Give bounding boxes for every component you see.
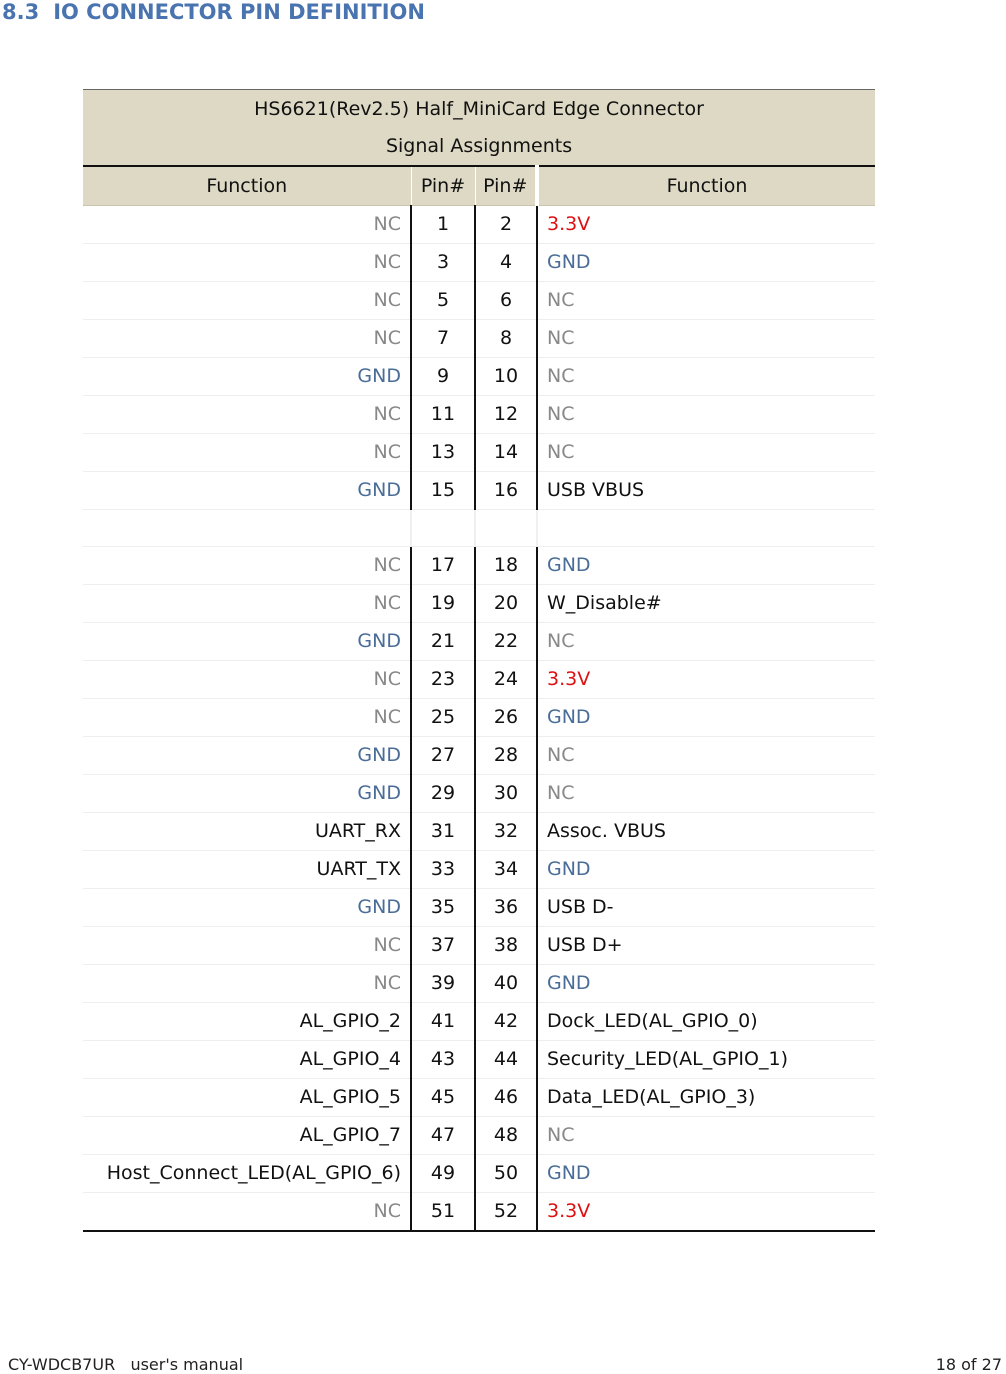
left-pin-cell: 41 bbox=[411, 1003, 475, 1041]
left-function-cell: GND bbox=[83, 623, 411, 661]
right-pin-cell: 8 bbox=[475, 320, 537, 358]
right-function-cell: W_Disable# bbox=[537, 585, 875, 623]
right-pin-cell: 6 bbox=[475, 282, 537, 320]
right-pin-cell: 34 bbox=[475, 851, 537, 889]
left-function-cell: NC bbox=[83, 206, 411, 244]
right-function-cell: NC bbox=[537, 775, 875, 813]
section-number: 8.3 bbox=[2, 0, 40, 24]
right-pin-cell: 50 bbox=[475, 1155, 537, 1193]
table-row bbox=[83, 699, 875, 737]
right-pin-cell: 14 bbox=[475, 434, 537, 472]
left-function-cell: Host_Connect_LED(AL_GPIO_6) bbox=[83, 1155, 411, 1193]
left-pin-cell: 1 bbox=[411, 206, 475, 244]
left-pin-cell: 3 bbox=[411, 244, 475, 282]
right-function-cell: NC bbox=[537, 434, 875, 472]
right-pin-cell: 26 bbox=[475, 699, 537, 737]
left-function-cell: NC bbox=[83, 282, 411, 320]
table-title bbox=[83, 90, 875, 167]
left-pin-cell: 49 bbox=[411, 1155, 475, 1193]
left-function-cell: NC bbox=[83, 396, 411, 434]
table-row bbox=[83, 585, 875, 623]
table-row bbox=[83, 206, 875, 244]
left-function-cell: GND bbox=[83, 737, 411, 775]
table-row bbox=[83, 775, 875, 813]
left-function-cell: NC bbox=[83, 927, 411, 965]
table-row bbox=[83, 1079, 875, 1117]
right-function-cell: NC bbox=[537, 396, 875, 434]
footer-document-name: CY-WDCB7UR user's manual bbox=[8, 1355, 244, 1374]
right-pin-cell: 52 bbox=[475, 1193, 537, 1232]
right-function-cell: Dock_LED(AL_GPIO_0) bbox=[537, 1003, 875, 1041]
left-pin-cell: 11 bbox=[411, 396, 475, 434]
right-function-cell: USB D+ bbox=[537, 927, 875, 965]
pin-rows bbox=[83, 206, 875, 1232]
right-function-cell: NC bbox=[537, 358, 875, 396]
left-function-cell: NC bbox=[83, 699, 411, 737]
column-header-function-right: Function bbox=[537, 166, 875, 206]
right-function-cell: GND bbox=[537, 244, 875, 282]
right-pin-cell: 48 bbox=[475, 1117, 537, 1155]
right-function-cell: Security_LED(AL_GPIO_1) bbox=[537, 1041, 875, 1079]
left-pin-cell: 13 bbox=[411, 434, 475, 472]
right-pin-cell: 28 bbox=[475, 737, 537, 775]
left-function-cell: GND bbox=[83, 472, 411, 510]
left-pin-cell: 43 bbox=[411, 1041, 475, 1079]
left-function-cell: UART_TX bbox=[83, 851, 411, 889]
left-function-cell bbox=[83, 510, 411, 547]
right-pin-cell: 16 bbox=[475, 472, 537, 510]
right-function-cell: GND bbox=[537, 965, 875, 1003]
right-pin-cell: 24 bbox=[475, 661, 537, 699]
table-row bbox=[83, 661, 875, 699]
left-function-cell: AL_GPIO_2 bbox=[83, 1003, 411, 1041]
right-pin-cell: 22 bbox=[475, 623, 537, 661]
right-function-cell bbox=[537, 510, 875, 547]
table-row bbox=[83, 889, 875, 927]
left-pin-cell: 9 bbox=[411, 358, 475, 396]
table-row bbox=[83, 320, 875, 358]
right-function-cell: USB VBUS bbox=[537, 472, 875, 510]
right-pin-cell: 12 bbox=[475, 396, 537, 434]
column-header-pin-left: Pin# bbox=[411, 166, 475, 206]
column-header-function-left: Function bbox=[83, 166, 411, 206]
left-pin-cell: 47 bbox=[411, 1117, 475, 1155]
left-pin-cell: 37 bbox=[411, 927, 475, 965]
table-row bbox=[83, 282, 875, 320]
left-pin-cell: 5 bbox=[411, 282, 475, 320]
table-row bbox=[83, 623, 875, 661]
table-row bbox=[83, 965, 875, 1003]
left-function-cell: GND bbox=[83, 775, 411, 813]
table-spacer-row bbox=[83, 510, 875, 547]
table-row bbox=[83, 358, 875, 396]
right-pin-cell: 2 bbox=[475, 206, 537, 244]
right-function-cell: GND bbox=[537, 699, 875, 737]
table-row bbox=[83, 472, 875, 510]
left-pin-cell: 31 bbox=[411, 813, 475, 851]
table-row bbox=[83, 396, 875, 434]
left-function-cell: UART_RX bbox=[83, 813, 411, 851]
right-function-cell: GND bbox=[537, 547, 875, 585]
left-pin-cell: 39 bbox=[411, 965, 475, 1003]
right-pin-cell: 44 bbox=[475, 1041, 537, 1079]
right-function-cell: Assoc. VBUS bbox=[537, 813, 875, 851]
left-function-cell: AL_GPIO_7 bbox=[83, 1117, 411, 1155]
pin-definition-table bbox=[83, 89, 875, 1232]
right-pin-cell: 32 bbox=[475, 813, 537, 851]
left-pin-cell: 15 bbox=[411, 472, 475, 510]
right-function-cell: GND bbox=[537, 851, 875, 889]
right-function-cell: NC bbox=[537, 737, 875, 775]
right-function-cell: 3.3V bbox=[537, 206, 875, 244]
right-pin-cell: 46 bbox=[475, 1079, 537, 1117]
section-heading bbox=[2, 0, 425, 24]
left-pin-cell: 45 bbox=[411, 1079, 475, 1117]
right-pin-cell bbox=[475, 510, 537, 547]
left-function-cell: NC bbox=[83, 434, 411, 472]
right-pin-cell: 36 bbox=[475, 889, 537, 927]
left-pin-cell: 51 bbox=[411, 1193, 475, 1232]
table-row bbox=[83, 547, 875, 585]
table-title-line-2: Signal Assignments bbox=[385, 134, 573, 157]
left-function-cell: NC bbox=[83, 965, 411, 1003]
table-row bbox=[83, 1193, 875, 1232]
left-pin-cell: 33 bbox=[411, 851, 475, 889]
left-function-cell: NC bbox=[83, 320, 411, 358]
table-row bbox=[83, 927, 875, 965]
section-title: IO CONNECTOR PIN DEFINITION bbox=[53, 0, 425, 24]
right-function-cell: GND bbox=[537, 1155, 875, 1193]
right-pin-cell: 10 bbox=[475, 358, 537, 396]
left-pin-cell: 7 bbox=[411, 320, 475, 358]
right-pin-cell: 40 bbox=[475, 965, 537, 1003]
left-pin-cell: 27 bbox=[411, 737, 475, 775]
table-title-line-1: HS6621(Rev2.5) Half_MiniCard Edge Connector bbox=[254, 97, 704, 120]
table-row bbox=[83, 1003, 875, 1041]
right-pin-cell: 42 bbox=[475, 1003, 537, 1041]
right-function-cell: 3.3V bbox=[537, 1193, 875, 1232]
left-function-cell: AL_GPIO_5 bbox=[83, 1079, 411, 1117]
right-pin-cell: 4 bbox=[475, 244, 537, 282]
table-row bbox=[83, 244, 875, 282]
table-row bbox=[83, 737, 875, 775]
column-header-row bbox=[83, 166, 875, 206]
left-function-cell: NC bbox=[83, 547, 411, 585]
table-row bbox=[83, 1155, 875, 1193]
left-pin-cell: 17 bbox=[411, 547, 475, 585]
left-function-cell: AL_GPIO_4 bbox=[83, 1041, 411, 1079]
table-row bbox=[83, 851, 875, 889]
right-function-cell: 3.3V bbox=[537, 661, 875, 699]
right-function-cell: Data_LED(AL_GPIO_3) bbox=[537, 1079, 875, 1117]
left-pin-cell: 21 bbox=[411, 623, 475, 661]
table-row bbox=[83, 1117, 875, 1155]
right-pin-cell: 18 bbox=[475, 547, 537, 585]
right-function-cell: NC bbox=[537, 623, 875, 661]
right-function-cell: USB D- bbox=[537, 889, 875, 927]
table-row bbox=[83, 434, 875, 472]
right-function-cell: NC bbox=[537, 320, 875, 358]
footer-page-number: 18 of 27 bbox=[935, 1355, 1002, 1374]
left-pin-cell: 29 bbox=[411, 775, 475, 813]
left-function-cell: NC bbox=[83, 244, 411, 282]
table-row bbox=[83, 813, 875, 851]
right-pin-cell: 30 bbox=[475, 775, 537, 813]
left-pin-cell: 23 bbox=[411, 661, 475, 699]
left-pin-cell bbox=[411, 510, 475, 547]
left-function-cell: GND bbox=[83, 889, 411, 927]
table-row bbox=[83, 1041, 875, 1079]
left-function-cell: NC bbox=[83, 1193, 411, 1232]
right-function-cell: NC bbox=[537, 282, 875, 320]
left-pin-cell: 25 bbox=[411, 699, 475, 737]
left-pin-cell: 35 bbox=[411, 889, 475, 927]
column-header-pin-right: Pin# bbox=[475, 166, 537, 206]
left-pin-cell: 19 bbox=[411, 585, 475, 623]
right-function-cell: NC bbox=[537, 1117, 875, 1155]
right-pin-cell: 20 bbox=[475, 585, 537, 623]
left-function-cell: NC bbox=[83, 585, 411, 623]
left-function-cell: NC bbox=[83, 661, 411, 699]
left-function-cell: GND bbox=[83, 358, 411, 396]
right-pin-cell: 38 bbox=[475, 927, 537, 965]
